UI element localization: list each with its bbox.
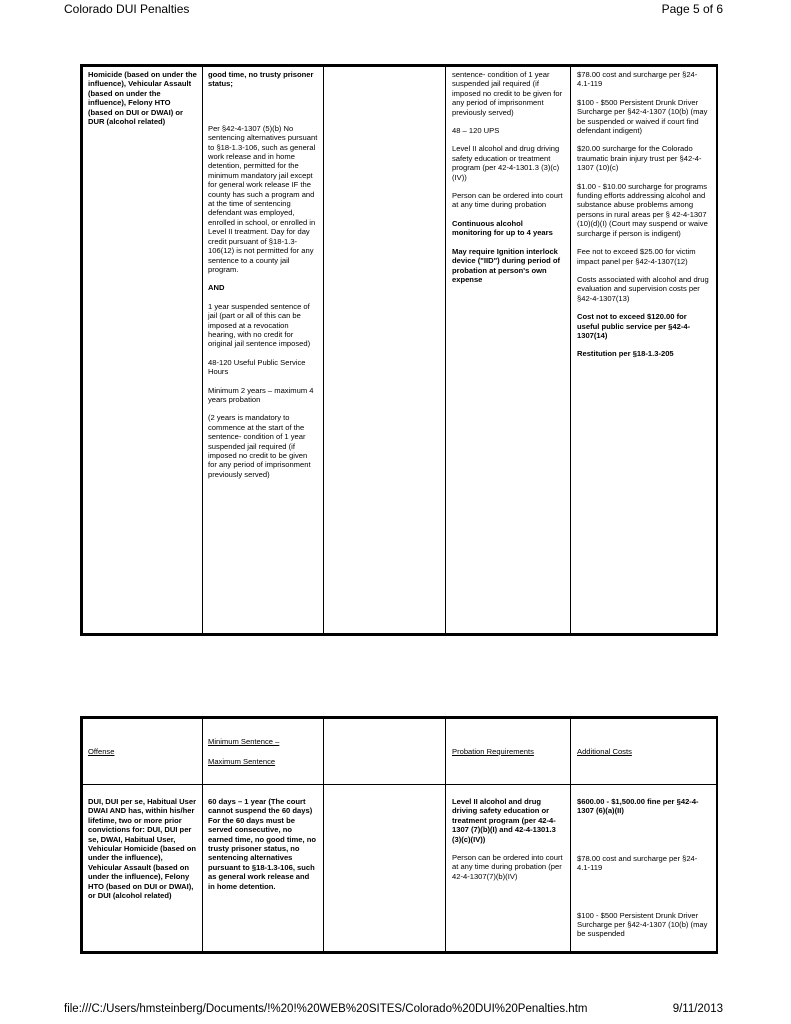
probation-cell [446, 67, 571, 634]
probation-text-2: Person can be ordered into court at any time during probation (per 42-4-1307(7)(b)(IV) [452, 853, 563, 881]
probation-text-3: Level II alcohol and drug driving safety education or treatment program (per 42-4-1301.3 (3)(c)(IV)) [452, 144, 560, 182]
page-number: Page 5 of 6 [661, 2, 723, 16]
penalty-table-continued [82, 66, 717, 634]
header-probation: Probation Requirements [452, 746, 534, 756]
empty-cell [324, 67, 446, 634]
header-probation-cell [446, 719, 571, 785]
costs-text-1: $600.00 - $1,500.00 fine per §42-4-1307 (6)(a)(II) [577, 797, 699, 816]
table-row [83, 785, 717, 952]
offense-cell [83, 67, 203, 634]
costs-text-3: $20.00 surcharge for the Colorado traumatic brain injury trust per §42-4-1307 (10)(c) [577, 144, 702, 173]
sentence-text-2: Per §42-4-1307 (5)(b) No sentencing alternatives pursuant to §18-1.3-106, such as general work release and in home detention, permitted for the minimum mandatory jail except for general work release IF the county has such a program and at the time of sentencing defendant was employed, enrolled in school, or enrolled in Level II treatment. Day for day credit pursuant of §18-1.3-106(12) is not permitted for any sentence to a county jail program. [208, 123, 318, 274]
costs-text-2: $100 - $500 Persistent Drunk Driver Surcharge per §42-4-1307 (10(b) (may be suspended or waived if court find defendant indigent) [577, 97, 708, 136]
probation-text-5: Continuous alcohol monitoring for up to 4 years [452, 218, 553, 238]
offense-text: DUI, DUI per se, Habitual User DWAI AND has, within his/her lifetime, two or more prior convictions for: DUI, DUI per se, DWAI, Habitual User, Vehicular Homicide (based on under the influence), Vehicular Assault (based on under the influence), Felony HTO (based on DUI or DWAI), or DUI (alcohol related) [88, 797, 197, 901]
empty-cell [324, 785, 446, 952]
costs-text-4: $1.00 - $10.00 surcharge for programs funding efforts addressing alcohol and substance abuse problems among persons in rural areas per § 42-4-1307 (10)(d)(I) (Court may suspend or waive surcharge if person is indigent) [577, 181, 708, 238]
sentence-text-1: good time, no trusty prisoner status; [208, 70, 314, 89]
header-costs-cell [571, 719, 717, 785]
page-title: Colorado DUI Penalties [64, 2, 190, 16]
probation-text-1: sentence- condition of 1 year suspended jail required (if imposed no credit to be given for any period of imprisonment previously served) [452, 70, 563, 117]
probation-text-2: 48 – 120 UPS [452, 126, 500, 136]
print-date: 9/11/2013 [672, 1003, 723, 1015]
table-row [83, 67, 717, 634]
header-sentence-cell [203, 719, 324, 785]
table-header-row [83, 719, 717, 785]
header-offense: Offense [88, 746, 115, 756]
sentence-text: 60 days – 1 year (The court cannot suspend the 60 days) For the 60 days must be served consecutive, no earned time, no good time, no trusty prisoner status, no sentencing alternatives pursuant to §18-1.3-106, such as general work release and in home detention. [208, 797, 317, 891]
sentence-text-4: 1 year suspended sentence of jail (part or all of this can be imposed at a revocation hearing, with no credit for original jail sentence imposed) [208, 301, 311, 349]
offense-text: Homicide (based on under the influence), Vehicular Assault (based on under the influence), Felony HTO (based on DUI or DWAI) or DUR (alcohol related) [88, 70, 197, 127]
costs-text-7: Cost not to exceed $120.00 for useful public service per §42-4-1307(14) [577, 312, 691, 340]
sentence-text-5: 48-120 Useful Public Service Hours [208, 357, 306, 377]
costs-text-3: $100 - $500 Persistent Drunk Driver Surcharge per §42-4-1307 (10(b) (may be suspended [577, 910, 708, 939]
header-empty-cell [324, 719, 446, 785]
page-header [0, 0, 791, 20]
costs-text-5: Fee not to exceed $25.00 for victim impact panel per §42-4-1307(12) [577, 247, 696, 266]
costs-text-2: $78.00 cost and surcharge per §24-4.1-119 [577, 853, 698, 873]
header-offense-cell [83, 719, 203, 785]
sentence-text-6: Minimum 2 years – maximum 4 years probation [208, 385, 314, 404]
penalty-table-third-offense [82, 718, 717, 952]
offense-cell [83, 785, 203, 952]
sentence-text-3: AND [208, 283, 225, 293]
costs-text-1: $78.00 cost and surcharge per §24-4.1-119 [577, 70, 698, 89]
header-maximum-sentence: Maximum Sentence [208, 756, 276, 766]
costs-cell [571, 67, 717, 634]
header-minimum-sentence: Minimum Sentence – [208, 737, 280, 747]
header-costs: Additional Costs [577, 746, 632, 756]
costs-text-6: Costs associated with alcohol and drug evaluation and supervision costs per §42-4-1307(13) [577, 274, 709, 303]
costs-text-8: Restitution per §18-1.3-205 [577, 349, 674, 359]
probation-text-4: Person can be ordered into court at any time during probation [452, 191, 563, 210]
costs-cell [571, 785, 717, 952]
page-footer [0, 1001, 791, 1021]
sentence-text-7: (2 years is mandatory to commence at the start of the sentence- condition of 1 year suspended jail required (if imposed no credit to be given for any period of imprisonment previously served) [208, 413, 311, 479]
sentence-cell [203, 67, 324, 634]
probation-text-1: Level II alcohol and drug driving safety education or treatment program (per 42-4-1307 (7)(b)(I) and 42-4-1301.3 (3)(c)(IV)) [452, 797, 556, 844]
probation-text-6: May require Ignition interlock device ("IID") during period of probation at person's own expense [452, 246, 561, 284]
probation-cell [446, 785, 571, 952]
sentence-cell [203, 785, 324, 952]
file-path: file:///C:/Users/hmsteinberg/Documents/!%20!%20WEB%20SITES/Colorado%20DUI%20Penalties.htm [64, 1003, 588, 1015]
